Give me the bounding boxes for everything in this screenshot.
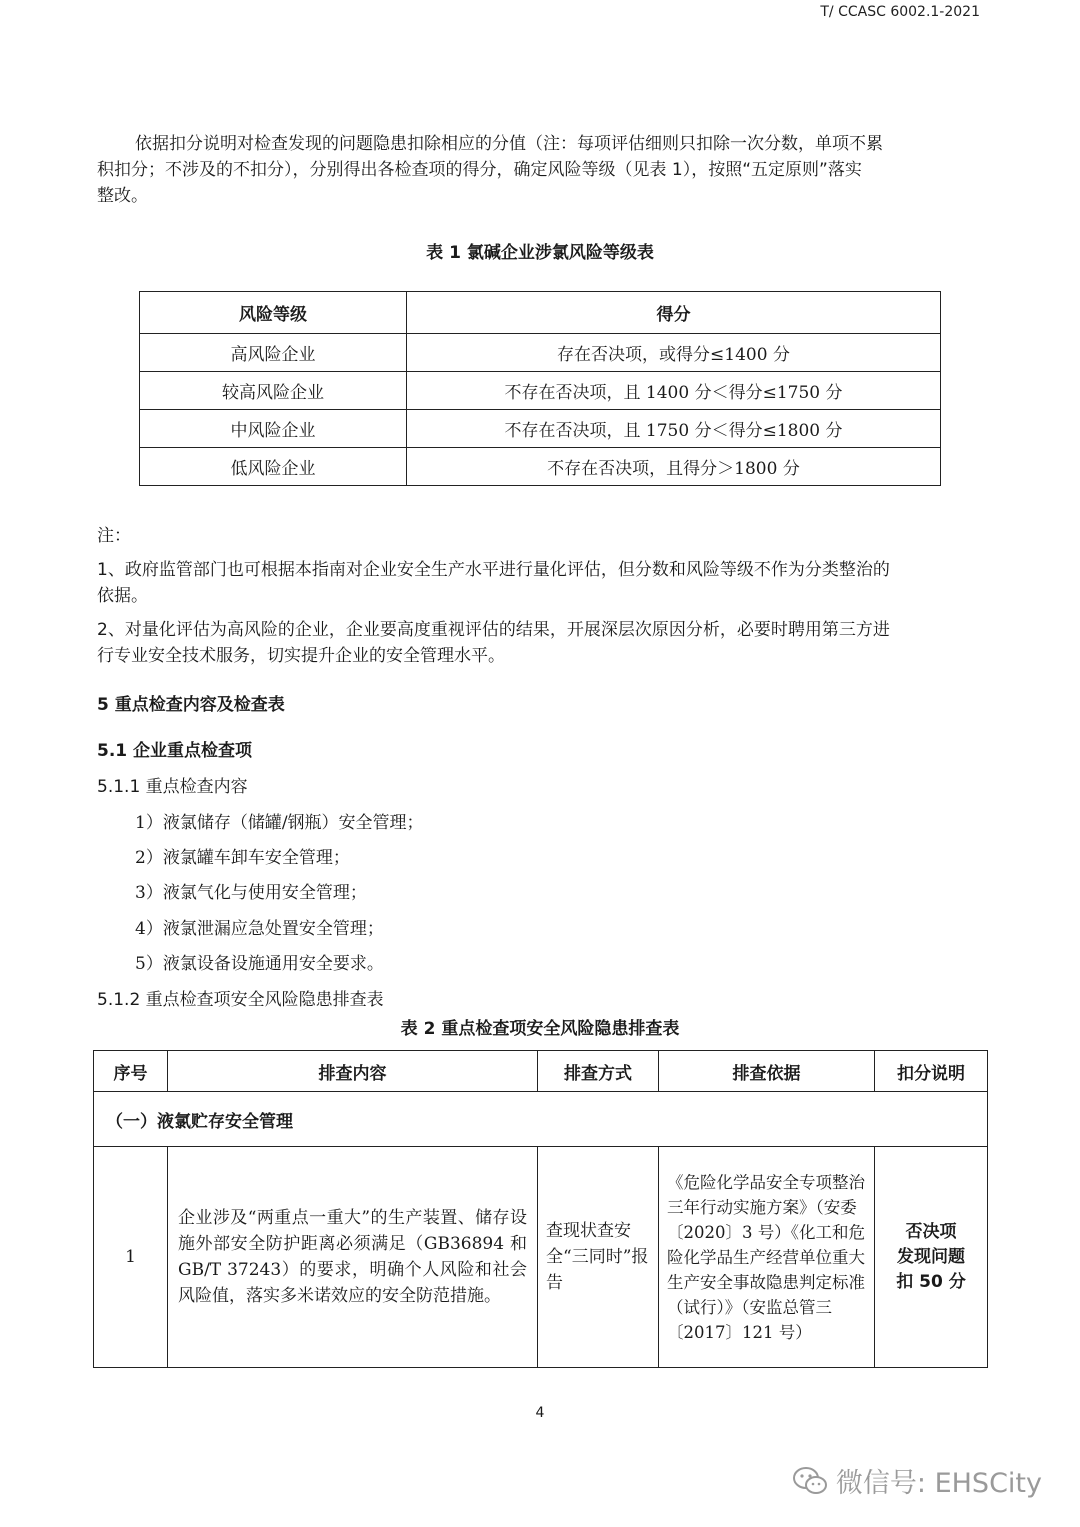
header-score: 得分 [407,292,941,334]
intro-line-1: 依据扣分说明对检查发现的问题隐患扣除相应的分值（注：每项评估细则只扣除一次分数，单项不累 [135,134,883,154]
intro-line-2: 积扣分；不涉及的不扣分），分别得出各检查项的得分，确定风险等级（见表 1），按照“五定原则”落实 [97,160,862,180]
table-header-row [94,1051,988,1092]
note-1-line-1: 1、政府监管部门也可根据本指南对企业安全生产水平进行量化评估，但分数和风险等级不作为分类整治的 [97,560,890,580]
section-5-1-2-heading: 5.1.2 重点检查项安全风险隐患排查表 [97,990,384,1010]
content-cell: 企业涉及“两重点一重大”的生产装置、储存设施外部安全防护距离必须满足（GB36894 和 GB/T 37243）的要求，明确个人风险和社会风险值，落实多米诺效应的安全防范措施。 [168,1147,538,1368]
risk-level-table [139,291,941,486]
list-item: 1）液氯储存（储罐/钢瓶）安全管理； [135,813,424,833]
score-cell: 不存在否决项，且得分＞1800 分 [407,448,941,486]
table-row [94,1147,988,1368]
risk-level-cell: 较高风险企业 [140,372,407,410]
header-risk-level: 风险等级 [140,292,407,334]
section-5-1-1-heading: 5.1.1 重点检查内容 [97,777,248,797]
list-item: 2）液氯罐车卸车安全管理； [135,848,350,868]
header-index: 序号 [94,1051,168,1092]
watermark-text: 微信号: EHSCity [835,1468,1042,1499]
notes-label: 注： [97,526,131,546]
risk-level-cell: 高风险企业 [140,334,407,372]
list-item: 4）液氯泄漏应急处置安全管理； [135,919,384,939]
header-deduction: 扣分说明 [875,1051,988,1092]
header-content: 排查内容 [168,1051,538,1092]
index-cell: 1 [94,1147,168,1368]
list-item: 5）液氯设备设施通用安全要求。 [135,954,384,974]
table-row [140,410,941,448]
basis-cell: 《危险化学品安全专项整治三年行动实施方案》（安委〔2020〕3 号）《化工和危险化学品生产经营单位重大生产安全事故隐患判定标准（试行）》（安监总管三〔2017〕121 号） [659,1147,875,1368]
deduction-line: 否决项 [905,1221,957,1242]
wechat-icon [792,1466,828,1496]
method-cell: 查现状查安全“三同时”报告 [538,1147,659,1368]
risk-level-cell: 低风险企业 [140,448,407,486]
deduction-line: 发现问题 [897,1246,965,1267]
note-1-line-2: 依据。 [97,586,148,606]
header-method: 排查方式 [538,1051,659,1092]
score-cell: 不存在否决项，且 1750 分＜得分≤1800 分 [407,410,941,448]
deduction-cell [875,1147,988,1368]
header-basis: 排查依据 [659,1051,875,1092]
category-row [94,1092,988,1147]
table-row [140,334,941,372]
deduction-line: 扣 50 分 [896,1271,966,1292]
document-code: T/ CCASC 6002.1-2021 [820,4,980,20]
score-cell: 不存在否决项，且 1400 分＜得分≤1750 分 [407,372,941,410]
hazard-checklist-table [93,1050,988,1368]
table2-title: 表 2 重点检查项安全风险隐患排查表 [400,1019,680,1039]
risk-level-cell: 中风险企业 [140,410,407,448]
category-cell: （一）液氯贮存安全管理 [94,1092,988,1147]
score-cell: 存在否决项，或得分≤1400 分 [407,334,941,372]
watermark [792,1461,1042,1500]
page-number: 4 [535,1405,545,1421]
section-5-heading: 5 重点检查内容及检查表 [97,695,285,715]
note-2-line-1: 2、对量化评估为高风险的企业，企业要高度重视评估的结果，开展深层次原因分析，必要时聘用第三方进 [97,620,890,640]
table1-title: 表 1 氯碱企业涉氯风险等级表 [426,243,654,263]
list-item: 3）液氯气化与使用安全管理； [135,883,367,903]
table-row [140,448,941,486]
table-row [140,372,941,410]
table-header-row [140,292,941,334]
note-2-line-2: 行专业安全技术服务，切实提升企业的安全管理水平。 [97,646,505,666]
section-5-1-heading: 5.1 企业重点检查项 [97,741,253,761]
intro-line-3: 整改。 [97,186,148,206]
